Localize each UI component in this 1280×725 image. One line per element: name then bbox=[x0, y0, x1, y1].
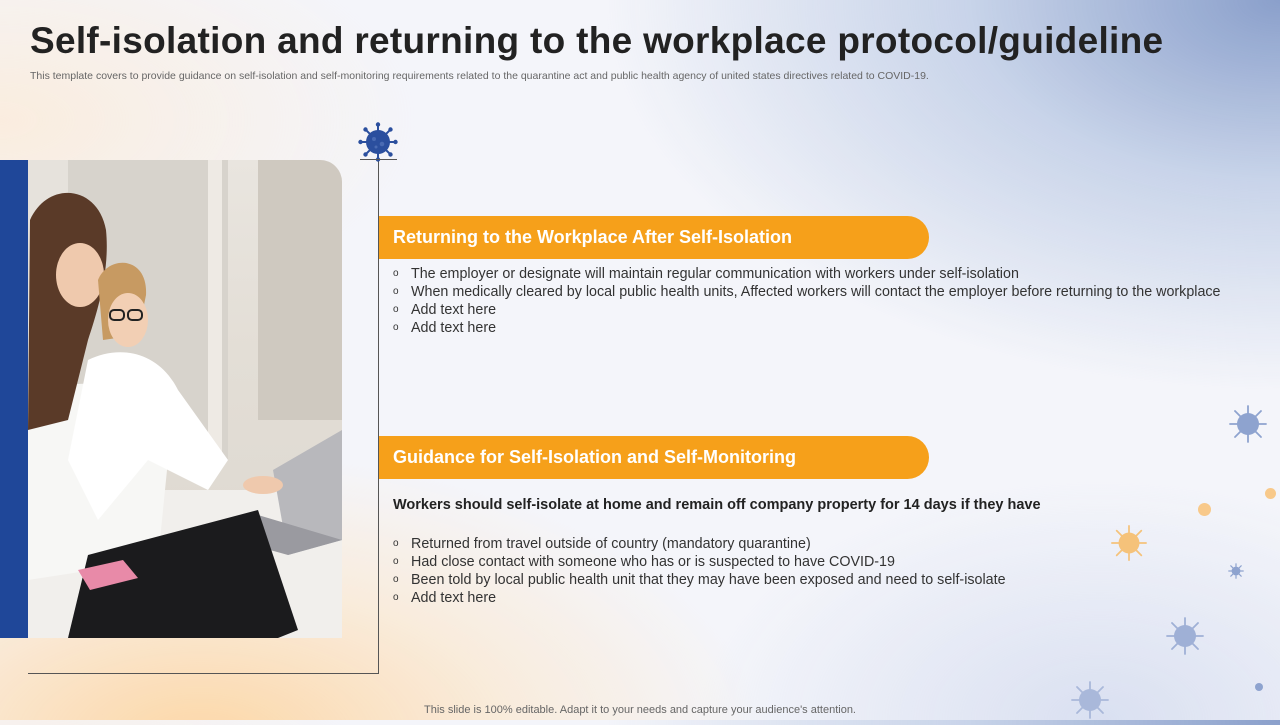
section-heading-label: Returning to the Workplace After Self-Isolation bbox=[393, 227, 793, 247]
decorative-dot bbox=[1265, 488, 1276, 499]
list-item bbox=[393, 319, 1221, 337]
list-item bbox=[393, 301, 1221, 319]
guidance-intro-text: Workers should self-isolate at home and remain off company property for 14 days if they have bbox=[393, 497, 1041, 513]
page-subtitle: This template covers to provide guidance on self-isolation and self-monitoring requirements related to the quarantine act and public health agency of united states directives related to COVID-19. bbox=[30, 70, 929, 82]
page-title: Self-isolation and returning to the workplace protocol/guideline bbox=[30, 20, 1164, 61]
bullet-marker: o bbox=[393, 538, 399, 549]
list-item-text: Been told by local public health unit that they may have been exposed and need to self-isolate bbox=[411, 572, 1006, 588]
accent-bar bbox=[0, 160, 28, 638]
decorative-virus-icon bbox=[1110, 524, 1148, 567]
decorative-dot bbox=[1198, 503, 1211, 516]
list-item-text: Add text here bbox=[411, 590, 497, 606]
list-item-text: Add text here bbox=[411, 302, 497, 318]
decorative-virus-icon bbox=[1165, 616, 1205, 661]
section-heading-guidance bbox=[379, 436, 929, 479]
virus-icon bbox=[358, 122, 398, 167]
timeline-horizontal-line bbox=[28, 673, 379, 674]
decorative-virus-icon bbox=[1070, 680, 1110, 725]
list-item-text: Returned from travel outside of country (mandatory quarantine) bbox=[411, 536, 811, 552]
list-item bbox=[393, 553, 1006, 571]
bullet-marker: o bbox=[393, 592, 399, 603]
list-item bbox=[393, 535, 1006, 553]
two-women-working-at-laptop-photo bbox=[28, 160, 342, 638]
decorative-virus-icon bbox=[1228, 563, 1244, 584]
bullet-marker: o bbox=[393, 304, 399, 315]
list-item-text: Add text here bbox=[411, 320, 497, 336]
list-item bbox=[393, 571, 1006, 589]
list-item-text: When medically cleared by local public health units, Affected workers will contact the employer before returning to the workplace bbox=[411, 284, 1221, 300]
section-heading-label: Guidance for Self-Isolation and Self-Monitoring bbox=[393, 447, 797, 467]
list-item-text: Had close contact with someone who has or is suspected to have COVID-19 bbox=[411, 554, 895, 570]
list-item bbox=[393, 283, 1221, 301]
list-item bbox=[393, 265, 1221, 283]
bullet-marker: o bbox=[393, 268, 399, 279]
section-heading-returning bbox=[379, 216, 929, 259]
list-item-text: The employer or designate will maintain regular communication with workers under self-isolation bbox=[411, 266, 1019, 282]
icon-base-line bbox=[360, 159, 397, 160]
bullet-marker: o bbox=[393, 556, 399, 567]
bullet-marker: o bbox=[393, 286, 399, 297]
bullet-marker: o bbox=[393, 322, 399, 333]
guidance-bullet-list bbox=[393, 535, 1006, 607]
decorative-dot bbox=[1255, 683, 1263, 691]
footer-note: This slide is 100% editable. Adapt it to your needs and capture your audience's attention. bbox=[424, 704, 856, 716]
decorative-virus-icon bbox=[1228, 404, 1268, 449]
returning-bullet-list bbox=[393, 265, 1221, 337]
list-item bbox=[393, 589, 1006, 607]
bullet-marker: o bbox=[393, 574, 399, 585]
